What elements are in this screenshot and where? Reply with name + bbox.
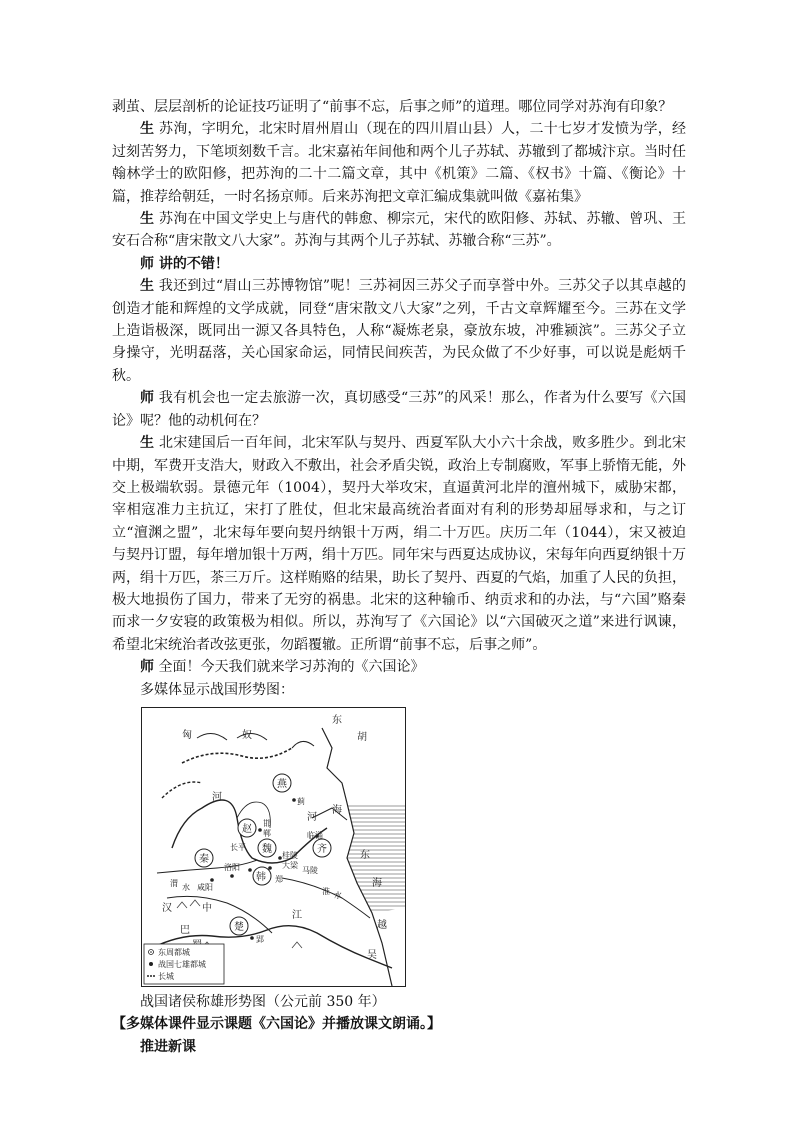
great-wall [182, 748, 292, 763]
map-label-chu: 楚 [234, 921, 244, 933]
media-note: 【多媒体课件显示课题《六国论》并播放课文朗诵。】 [112, 1016, 441, 1033]
paragraph [112, 253, 686, 275]
map-label: 中 [202, 902, 212, 914]
map-label: 吴 [367, 949, 377, 961]
map-label: 长平 [230, 842, 246, 852]
map-label: 郸 [263, 828, 271, 838]
map-label-yan: 燕 [277, 778, 287, 790]
map-label: 水 [182, 882, 190, 892]
map-label: 水 [334, 890, 342, 900]
map-label: 临淄 [307, 830, 323, 840]
map-label: 江 [292, 909, 302, 921]
paragraph-text: 苏洵，字明允，北宋时眉州眉山（现在的四川眉山县）人，二十七岁才发愤为学，经过刻苦努力，下笔顷刻数千言。北宋嘉祐年间他和两个儿子苏轼、苏辙到了都城汴京。当时任翰林学士的欧阳修，把苏洵的二十二篇文章，其中《机策》二篇、《权书》十篇、《衡论》十篇，推荐给朝廷，一时名扬京师。后来苏洵把文章汇编成集就叫做《嘉祐集》 [112, 121, 687, 205]
map-label: 邯 [263, 818, 271, 828]
map-label: 郢 [256, 934, 264, 944]
map-label: 郑 [275, 874, 283, 884]
map-label: 东 [360, 849, 370, 861]
map-label: 桂陵 [282, 850, 298, 860]
map-label: 奴 [242, 729, 252, 741]
paragraph [112, 387, 686, 432]
map-label: 洛阳 [224, 862, 240, 872]
speaker-label: 师 [140, 659, 154, 676]
speaker-label: 师 [140, 390, 155, 407]
speaker-label: 生 [140, 278, 155, 295]
map-label: 胡 [357, 731, 367, 743]
map-label: 渭 [170, 878, 178, 888]
map-label: 汉 [162, 902, 172, 914]
document-page [112, 96, 686, 1058]
paragraph-text: 讲的不错！ [154, 255, 229, 272]
media-note: 多媒体显示战国形势图： [140, 681, 294, 698]
map-label-wei: 魏 [262, 843, 272, 855]
map-caption: 战国诸侯称雄形势图（公元前 350 年） [140, 993, 386, 1010]
map-label: 淮 [322, 886, 330, 896]
map-label-qi: 齐 [317, 843, 327, 855]
paragraph: 剥茧、层层剖析的论证技巧证明了“前事不忘，后事之师”的道理。哪位同学对苏洵有印象？ [112, 99, 673, 115]
speaker-label: 生 [140, 211, 155, 228]
sea-area [347, 803, 405, 913]
paragraph-text: 北宋建国后一百年间，北宋军队与契丹、西夏军队大小六十余战，败多胜少。到北宋中期，军费开支浩大，财政入不敷出，社会矛盾尖锐，政治上专制腐败，军事上骄惰无能，外交上极端软弱。景德元年（1004），契丹大举攻宋，直逼黄河北岸的澶州城下，威胁宋都，宰相寇准力主抗辽，宋打了胜仗，但北宋最高统治者面对有利的形势却屈辱求和，与之订立“澶渊之盟”，北宋每年要向契丹纳银十万两，绢二十万匹。庆历二年（1044），宋又被迫与契丹订盟，每年增加银十万两，绢十万匹。同年宋与西夏达成协议，宋每年向西夏纳银十万两，绢十万匹，茶三万斤。这样贿赂的结果，助长了契丹、西夏的气焰，加重了人民的负担，极大地损伤了国力，带来了无穷的祸患。北宋的这种输币、纳贡求和的办法，与“六国”赂秦而求一夕安寝的政策极为相似。所以，苏洵写了《六国论》以“六国破灭之道”来进行讽谏，希望北宋统治者改弦更张，勿蹈覆辙。正所谓“前事不忘，后事之师”。 [112, 435, 687, 653]
map-label: 东 [332, 714, 342, 726]
warring-states-map [141, 707, 406, 987]
map-label: 河 [212, 791, 222, 803]
paragraph [112, 432, 686, 656]
paragraph-text: 苏洵在中国文学史上与唐代的韩愈、柳宗元，宋代的欧阳修、苏轼、苏辙、曾巩、王安石合称“唐宋散文八大家”。苏洵与其两个儿子苏轼、苏辙合称“三苏”。 [112, 211, 687, 250]
paragraph [112, 208, 686, 253]
map-label: 越 [377, 919, 387, 931]
map-label: 大梁 [282, 860, 298, 870]
map-label-qin: 秦 [199, 853, 209, 865]
map-label-han: 韩 [256, 871, 266, 883]
speaker-label: 生 [140, 121, 155, 138]
speaker-label: 师 [140, 255, 154, 272]
paragraph-text: 我有机会也一定去旅游一次，真切感受“三苏”的风采！那么，作者为什么要写《六国论》呢？他的动机何在？ [112, 390, 687, 429]
map-label: 蓟 [297, 796, 305, 806]
paragraph-text: 全面！今天我们就来学习苏洵的《六国论》 [154, 659, 425, 676]
legend-item: 长城 [158, 971, 174, 981]
paragraph [112, 275, 686, 387]
map-label: 匈 [182, 729, 192, 741]
map-label: 巴 [180, 924, 190, 936]
map-svg [142, 708, 405, 986]
map-label: 海 [332, 804, 342, 816]
legend-item: 战国七雄都城 [158, 959, 206, 969]
map-label: 马陵 [302, 865, 318, 875]
paragraph [112, 656, 686, 678]
paragraph-text: 我还到过“眉山三苏博物馆”呢！三苏祠因三苏父子而享誉中外。三苏父子以其卓越的创造才能和辉煌的文学成就，同登“唐宋散文八大家”之列，千古文章辉耀至今。三苏在文学上造诣极深，既同出一源又各具特色，人称“凝炼老泉，豪放东坡，冲雅颍滨”。三苏父子立身操守，光明磊落，关心国家命运，同情民间疾苦，为民众做了不少好事，可以说是彪炳千秋。 [112, 278, 687, 384]
speaker-label: 生 [140, 435, 155, 452]
map-label-zhao: 赵 [242, 823, 252, 835]
map-label: 咸阳 [197, 882, 213, 892]
map-label: 河 [307, 811, 317, 823]
section-heading: 推进新课 [140, 1038, 196, 1055]
map-label: 海 [372, 877, 382, 889]
paragraph [112, 118, 686, 208]
legend-item: 东周都城 [158, 947, 190, 957]
